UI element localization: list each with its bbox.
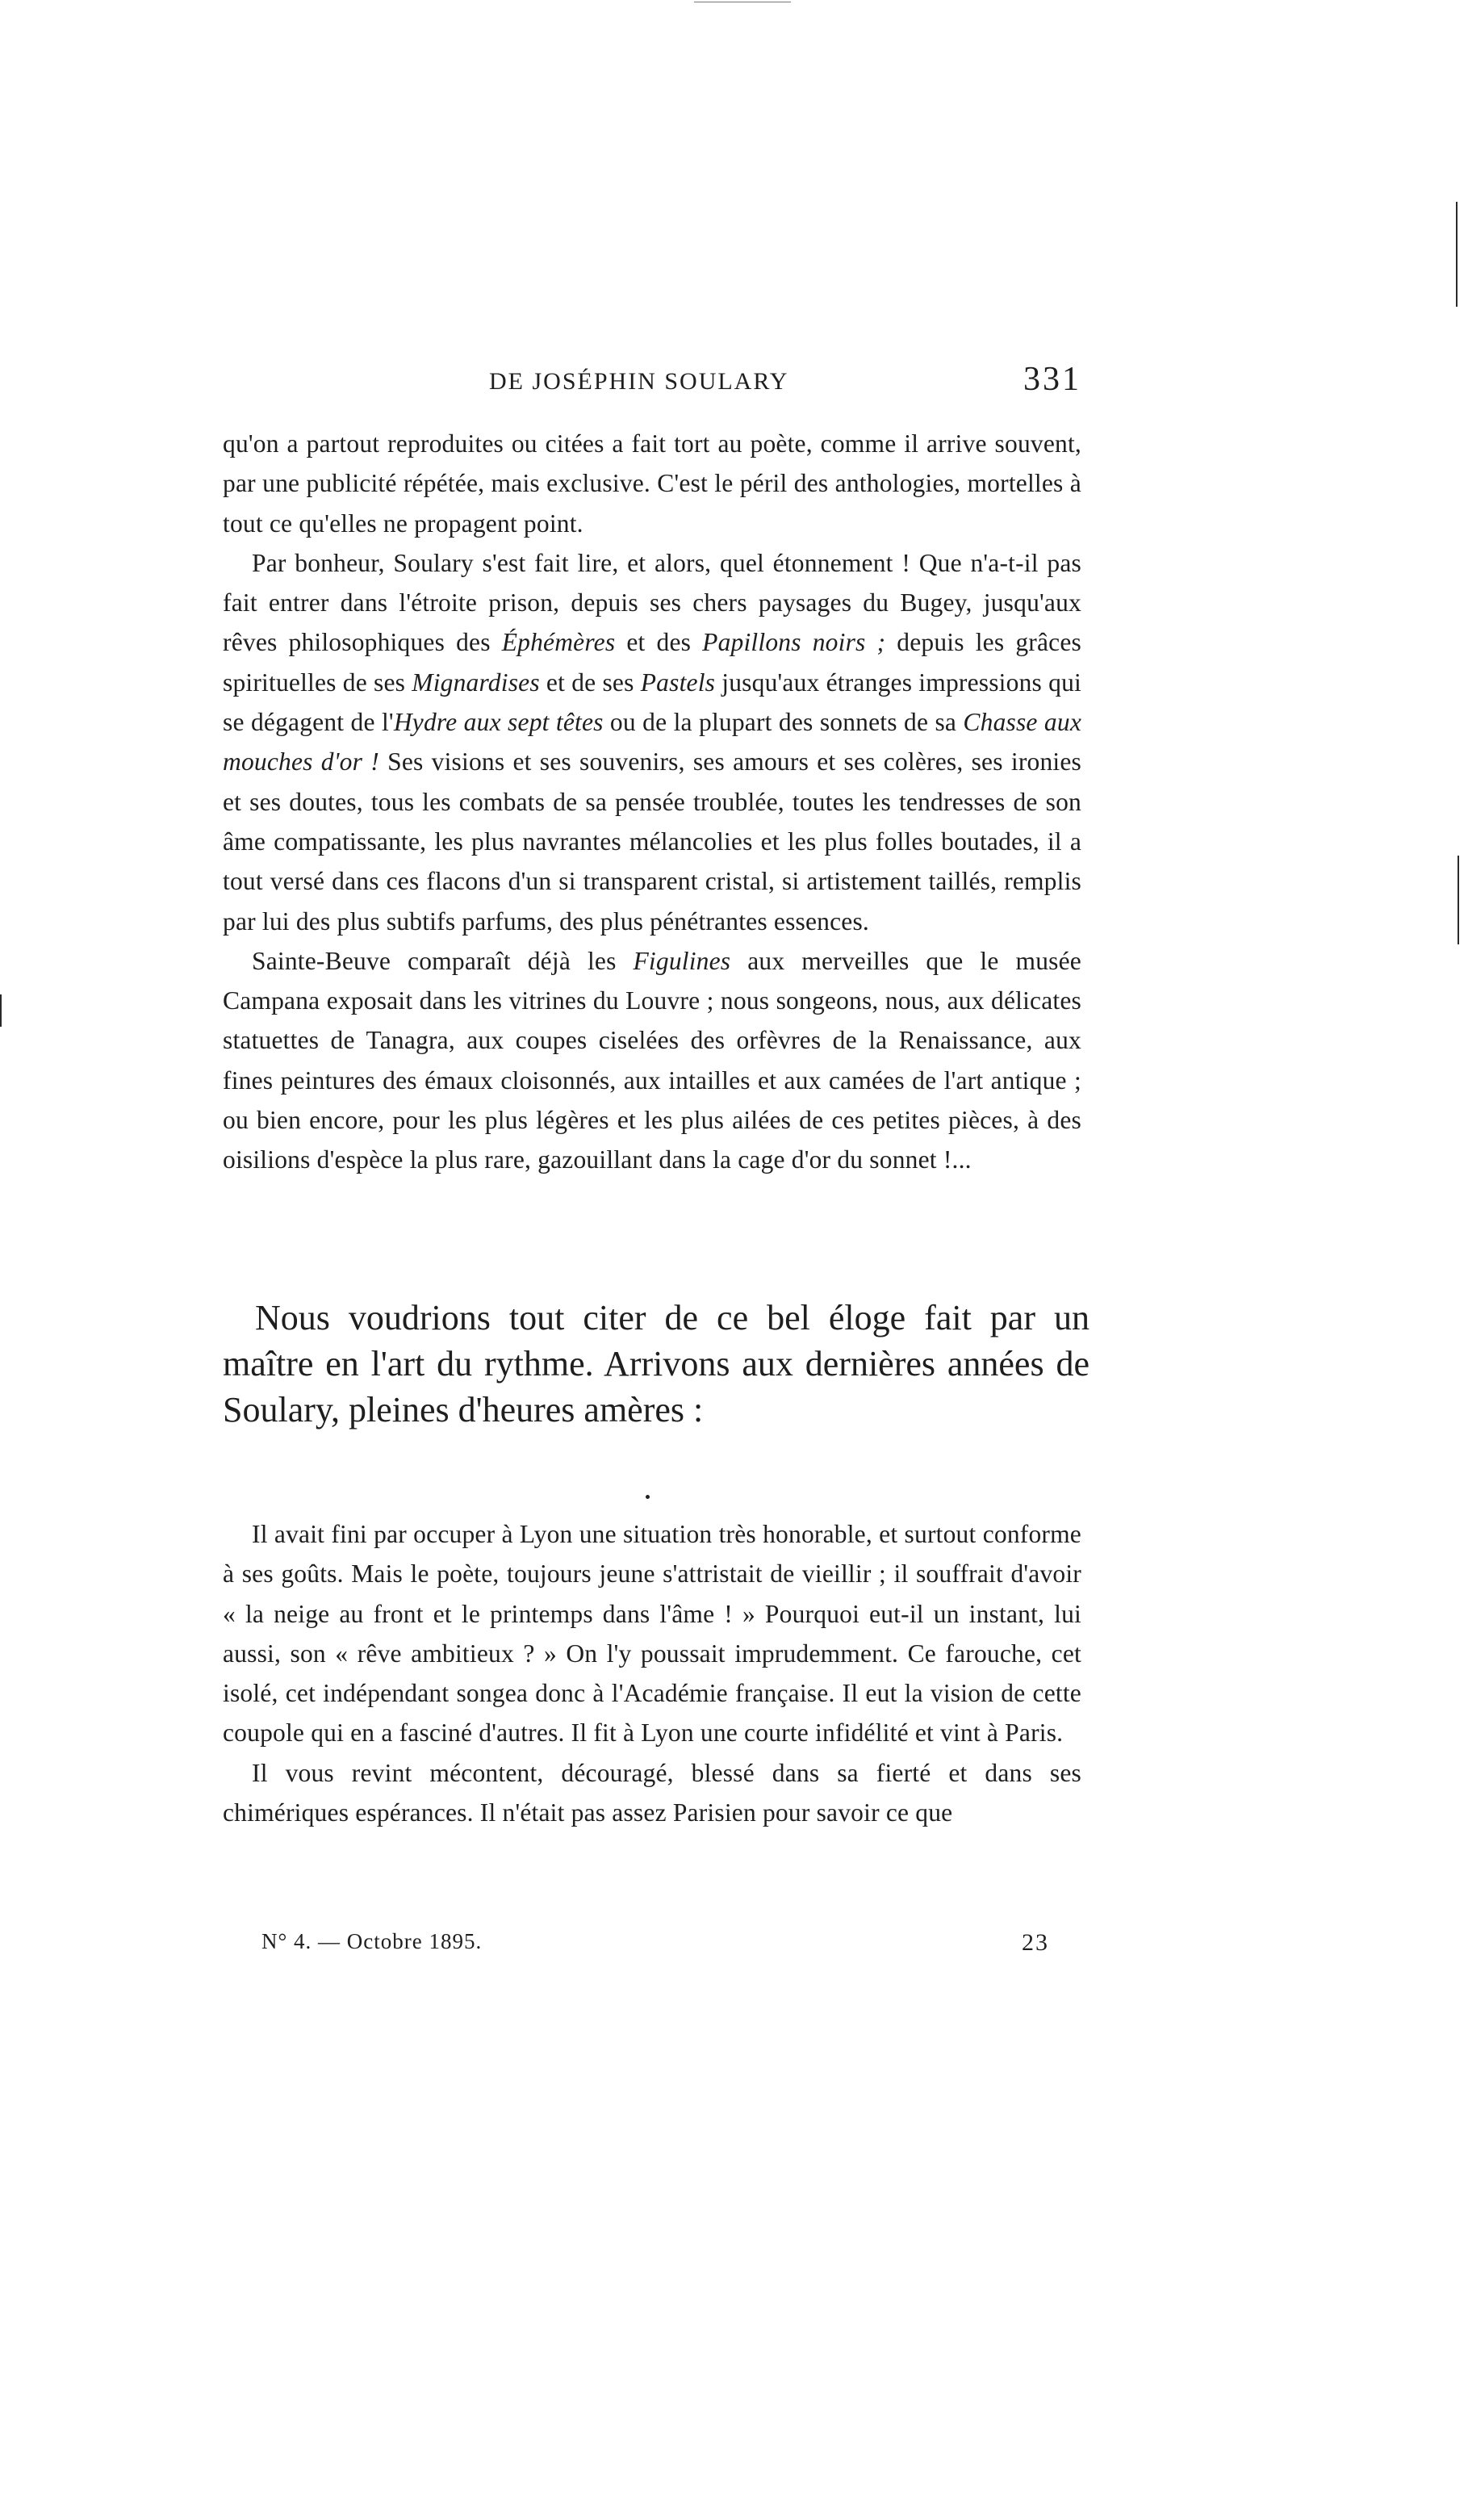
quote-paragraph	[223, 543, 1081, 941]
scan-edge-right-upper	[1456, 202, 1458, 307]
text-segment: jusqu'aux étranges impressions qui se dégagent de l'	[223, 668, 1081, 737]
text-segment: et de ses	[539, 668, 641, 697]
italic-title: Pastels	[640, 668, 716, 697]
body-paragraph: Il avait fini par occuper à Lyon une situation très honorable, et surtout conforme à ses goûts. Mais le poète, toujours jeune s'attristait de vieillir ; il souffrait d'avoir « la neige au front et le printemps dans l'âme ! » Pourquoi eut-il un instant, lui aussi, son « rêve ambitieux ? » On l'y poussait imprudemment. Ce farouche, cet isolé, cet indépendant songea donc à l'Académie française. Il eut la vision de cette coupole qui en a fasciné d'autres. Il fit à Lyon une courte infidélité et vint à Paris.	[223, 1520, 1081, 1748]
text-segment: Ses visions et ses souvenirs, ses amours et ses colères, ses ironies et ses doutes, tous les combats de sa pensée troublée, toutes les tendresses de son âme compatissante, les plus navrantes mélancolies et les plus folles boutades, il a tout versé dans ces flacons d'un si transparent cristal, si artistement taillés, remplis par lui des plus subtifs parfums, des plus pénétrantes essences.	[223, 747, 1082, 936]
italic-title: Éphémères	[501, 628, 616, 657]
running-title: DE JOSÉPHIN SOULARY	[489, 368, 789, 395]
body-paragraph: Il vous revint mécontent, découragé, blessé dans sa fierté et dans ses chimériques espérances. Il n'était pas assez Parisien pour savoir ce que	[223, 1758, 1081, 1827]
text-segment: qu'on a partout reproduites ou citées a fait tort au poète, comme il arrive souvent, par une publicité répétée, mais exclusive. C'est le péril des anthologies, mortelles à tout ce qu'elles ne propagent point.	[223, 429, 1081, 538]
italic-title: Chasse aux mouches d'or !	[223, 708, 1081, 777]
italic-title: Figulines	[633, 946, 731, 975]
italic-title: Papillons noirs ;	[702, 628, 886, 657]
italic-title: Mignardises	[412, 668, 540, 697]
separator-dot	[646, 1495, 650, 1499]
text-segment: et des	[615, 628, 703, 657]
text-segment: aux merveilles que le musée Campana exposait dans les vitrines du Louvre ; nous songeons, nous, aux délicates statuettes de Tanagra, aux coupes ciselées des orfèvres de la Renaissance, aux fines peintures des émaux cloisonnés, aux intailles et aux camées de l'art antique ; ou bien encore, pour les plus légères et les plus ailées de ces petites pièces, à des oisilions d'espèce la plus rare, gazouillant dans la cage d'or du sonnet !...	[223, 946, 1081, 1174]
running-head	[223, 360, 1081, 405]
lead-paragraph: Nous voudrions tout citer de ce bel éloge fait par un maître en l'art du rythme. Arrivons aux dernières années de Soulary, pleines d'heures amères :	[223, 1298, 1089, 1430]
scan-edge-right-middle	[1458, 856, 1459, 944]
text-segment: ou de la plupart des sonnets de sa	[603, 708, 964, 737]
quoted-passage	[223, 424, 1081, 1180]
quote-paragraph	[223, 424, 1081, 543]
text-segment: depuis les grâces spirituelles de ses	[223, 628, 1081, 697]
text-segment: Par bonheur, Soulary s'est fait lire, et alors, quel étonnement ! Que n'a-t-il pas fait entrer dans l'étroite prison, depuis ses chers paysages du Bugey, jusqu'aux rêves philosophiques des	[223, 548, 1081, 657]
italic-title: Hydre aux sept têtes	[393, 708, 604, 737]
main-text	[223, 1514, 1081, 1832]
page-footer	[223, 1929, 1081, 1961]
page-number: 331	[1023, 361, 1081, 398]
issue-label: N° 4. — Octobre 1895.	[261, 1929, 483, 1953]
text-segment: Sainte-Beuve comparaît déjà les	[252, 946, 634, 975]
lead-paragraph-block	[223, 1295, 1089, 1433]
signature-mark: 23	[1022, 1929, 1049, 1956]
quote-paragraph	[223, 941, 1081, 1180]
scan-edge-left-middle	[0, 994, 2, 1027]
